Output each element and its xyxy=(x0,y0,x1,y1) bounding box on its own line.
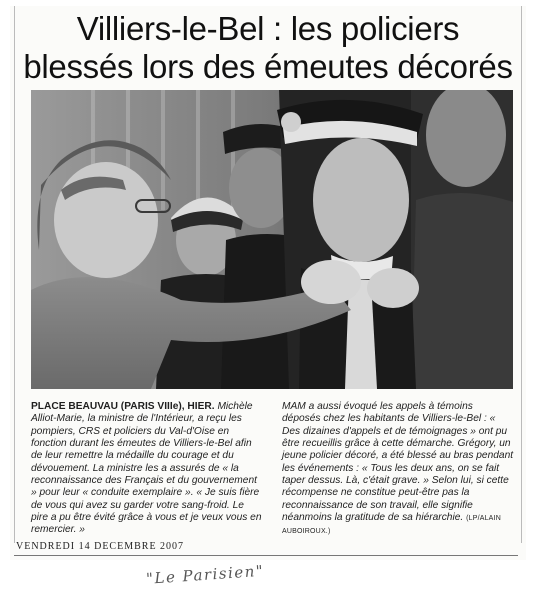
headline-line-1: Villiers-le-Bel : les policiers xyxy=(76,10,460,47)
caption-column-left xyxy=(31,401,263,537)
caption-text-left: Michèle Alliot-Marie, la ministre de l'Intérieur, a reçu les pompiers, CRS et policiers du Val-d'Oise en fonction durant les émeutes de Villiers-le-Bel afin de leur remettre la médaille du courage et du dévouement. La ministre les a assurés de « la reconnaissance des Français et du gouvernement » pour leur « conduite exemplaire ». « Je suis fière de vous qui avez su garder votre sang-froid. Le pire a pu être évité grâce à vous et je veux vous en remercier. » xyxy=(31,401,262,536)
caption-column-right xyxy=(282,401,514,539)
news-photo xyxy=(31,90,513,389)
article-headline xyxy=(16,10,520,86)
caption-text-right: MAM a aussi évoqué les appels à témoins déposés chez les habitants de Villiers-le-Bel : « Des dizaines d'appels et de témoignages » ont pu être recueillis grâce à cette démarche. Grégory, un jeune policier décoré, a été blessé au bras pendant les événements : « Tous les deux ans, on se fait taper dessus. Là, c'était grave. » Selon lui, si cette récompense ne constitue peut-être pas la reconnaissance de son travail, elle signifie néanmoins la gratitude de sa hiérarchie. xyxy=(282,401,514,524)
handwritten-source-note: "Le Parisien" xyxy=(145,561,265,588)
photo-illustration xyxy=(31,90,513,389)
clipping-left-edge xyxy=(14,6,15,543)
photo-credit: (LP/ALAIN AUBOIROUX.) xyxy=(282,515,501,536)
dateline: VENDREDI 14 DECEMBRE 2007 xyxy=(16,541,185,552)
clipping-right-edge xyxy=(521,6,522,543)
bottom-rule xyxy=(14,555,518,556)
headline-line-2: blessés lors des émeutes décorés xyxy=(23,48,513,85)
caption-lead: PLACE BEAUVAU (PARIS VIIIe), HIER. xyxy=(31,401,215,412)
